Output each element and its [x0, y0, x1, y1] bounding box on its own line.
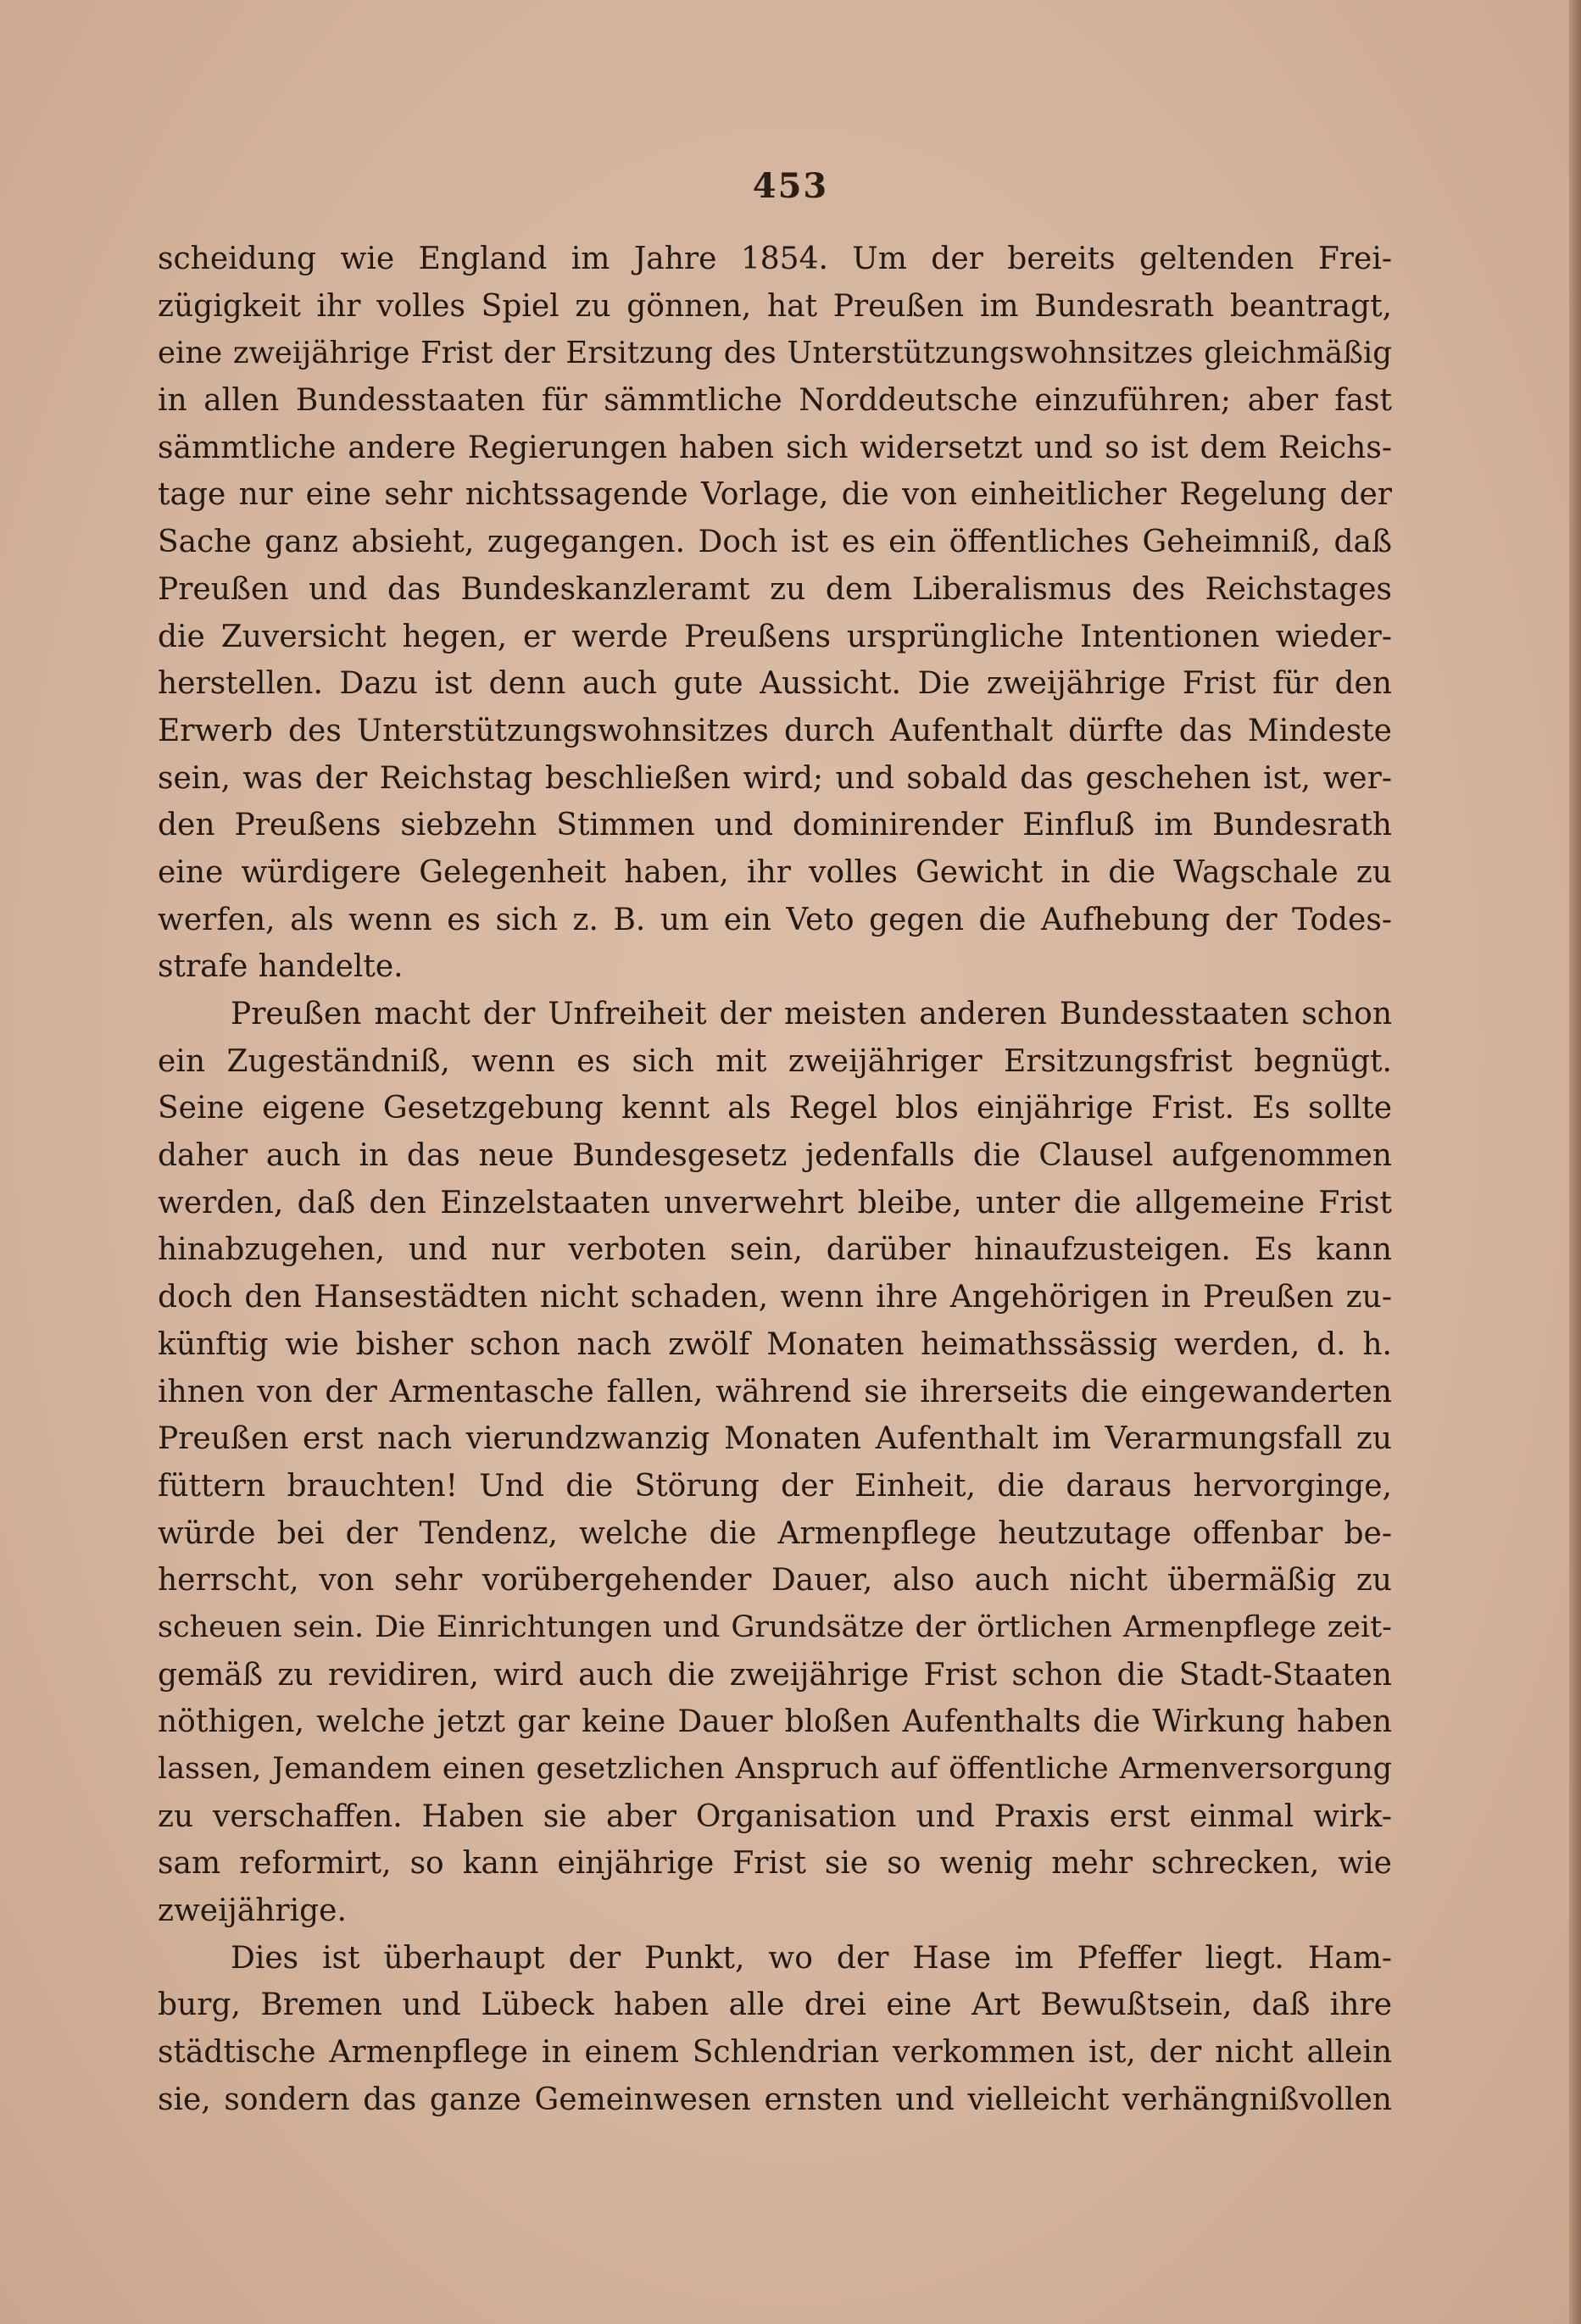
text-line: nöthigen, welche jetzt gar keine Dauer bloßen Aufenthalts die Wirkung haben — [158, 1704, 1392, 1740]
text-line: sein, was der Reichstag beschließen wird; und sobald das geschehen ist, wer- — [158, 760, 1392, 796]
text-line: doch den Hansestädten nicht schaden, wenn ihre Angehörigen in Preußen zu- — [158, 1280, 1392, 1315]
page-edge — [1569, 0, 1581, 2324]
text-line: Preußen macht der Unfreiheit der meisten anderen Bundesstaaten schon — [231, 997, 1392, 1031]
paragraph — [158, 1935, 1392, 2124]
text-line: füttern brauchten! Und die Störung der Einheit, die daraus hervorginge, — [158, 1468, 1392, 1504]
text-line: eine zweijährige Frist der Ersitzung des Unterstützungswohnsitzes gleichmäßig — [158, 336, 1392, 371]
text-line: tage nur eine sehr nichtssagende Vorlage, die von einheitlicher Regelung der — [158, 477, 1392, 513]
text-line: in allen Bundesstaaten für sämmtliche Norddeutsche einzuführen; aber fast — [158, 383, 1392, 419]
text-line: zweijährige. — [158, 1893, 347, 1929]
text-line: herstellen. Dazu ist denn auch gute Aussicht. Die zweijährige Frist für den — [158, 666, 1392, 702]
text-line: Preußen und das Bundeskanzleramt zu dem Liberalismus des Reichstages — [158, 571, 1392, 607]
text-line: Sache ganz absieht, zugegangen. Doch ist es ein öffentliches Geheimniß, daß — [158, 525, 1392, 560]
text-line: sämmtliche andere Regierungen haben sich widersetzt und so ist dem Reichs- — [158, 430, 1392, 465]
text-line: lassen, Jemandem einen gesetzlichen Anspruch auf öffentliche Armenversorgung — [158, 1752, 1392, 1786]
text-line: sie, sondern das ganze Gemeinwesen ernsten und vielleicht verhängnißvollen — [158, 2082, 1392, 2117]
text-line: scheuen sein. Die Einrichtungen und Grundsätze der örtlichen Armenpflege zeit- — [158, 1610, 1392, 1644]
text-line: werden, daß den Einzelstaaten unverwehrt bleibe, unter die allgemeine Frist — [158, 1185, 1392, 1220]
text-line: burg, Bremen und Lübeck haben alle drei eine Art Bewußtsein, daß ihre — [158, 1988, 1392, 2023]
paragraph — [158, 236, 1392, 991]
text-line: den Preußens siebzehn Stimmen und dominirender Einfluß im Bundesrath — [158, 808, 1392, 843]
text-line: städtische Armenpflege in einem Schlendrian verkommen ist, der nicht allein — [158, 2035, 1392, 2071]
text-line: zügigkeit ihr volles Spiel zu gönnen, hat Preußen im Bundesrath beantragt, — [158, 288, 1392, 324]
page-number: 453 — [752, 166, 829, 206]
text-line: zu verschaffen. Haben sie aber Organisation und Praxis erst einmal wirk- — [158, 1799, 1392, 1834]
text-line: eine würdigere Gelegenheit haben, ihr volles Gewicht in die Wagschale zu — [158, 854, 1392, 890]
text-line: Dies ist überhaupt der Punkt, wo der Hase im Pfeffer liegt. Ham- — [231, 1940, 1392, 1976]
text-line: die Zuversicht hegen, er werde Preußens ursprüngliche Intentionen wieder- — [158, 619, 1392, 654]
text-line: sam reformirt, so kann einjährige Frist sie so wenig mehr schrecken, wie — [158, 1846, 1392, 1882]
text-line: Seine eigene Gesetzgebung kennt als Regel blos einjährige Frist. Es sollte — [158, 1091, 1392, 1126]
text-line: würde bei der Tendenz, welche die Armenpflege heutzutage offenbar be- — [158, 1515, 1392, 1551]
text-line: ein Zugeständniß, wenn es sich mit zweijähriger Ersitzungsfrist begnügt. — [158, 1043, 1392, 1079]
text-line: scheidung wie England im Jahre 1854. Um der bereits geltenden Frei- — [158, 242, 1392, 276]
text-line: Preußen erst nach vierundzwanzig Monaten Aufenthalt im Verarmungsfall zu — [158, 1421, 1392, 1457]
text-line: herrscht, von sehr vorübergehender Dauer, also auch nicht übermäßig zu — [158, 1563, 1392, 1598]
text-line: künftig wie bisher schon nach zwölf Monaten heimathssässig werden, d. h. — [158, 1326, 1392, 1362]
text-line: ihnen von der Armentasche fallen, während sie ihrerseits die eingewanderten — [158, 1374, 1392, 1409]
text-line: Erwerb des Unterstützungswohnsitzes durch Aufenthalt dürfte das Mindeste — [158, 713, 1392, 748]
body-text — [158, 236, 1392, 2124]
text-line: strafe handelte. — [158, 949, 404, 985]
text-line: gemäß zu revidiren, wird auch die zweijährige Frist schon die Stadt-Staaten — [158, 1657, 1392, 1693]
text-line: daher auch in das neue Bundesgesetz jedenfalls die Clausel aufgenommen — [158, 1138, 1392, 1174]
text-line: werfen, als wenn es sich z. B. um ein Veto gegen die Aufhebung der Todes- — [158, 902, 1392, 937]
text-line: hinabzugehen, und nur verboten sein, darüber hinaufzusteigen. Es kann — [158, 1232, 1392, 1268]
paragraph — [158, 991, 1392, 1935]
